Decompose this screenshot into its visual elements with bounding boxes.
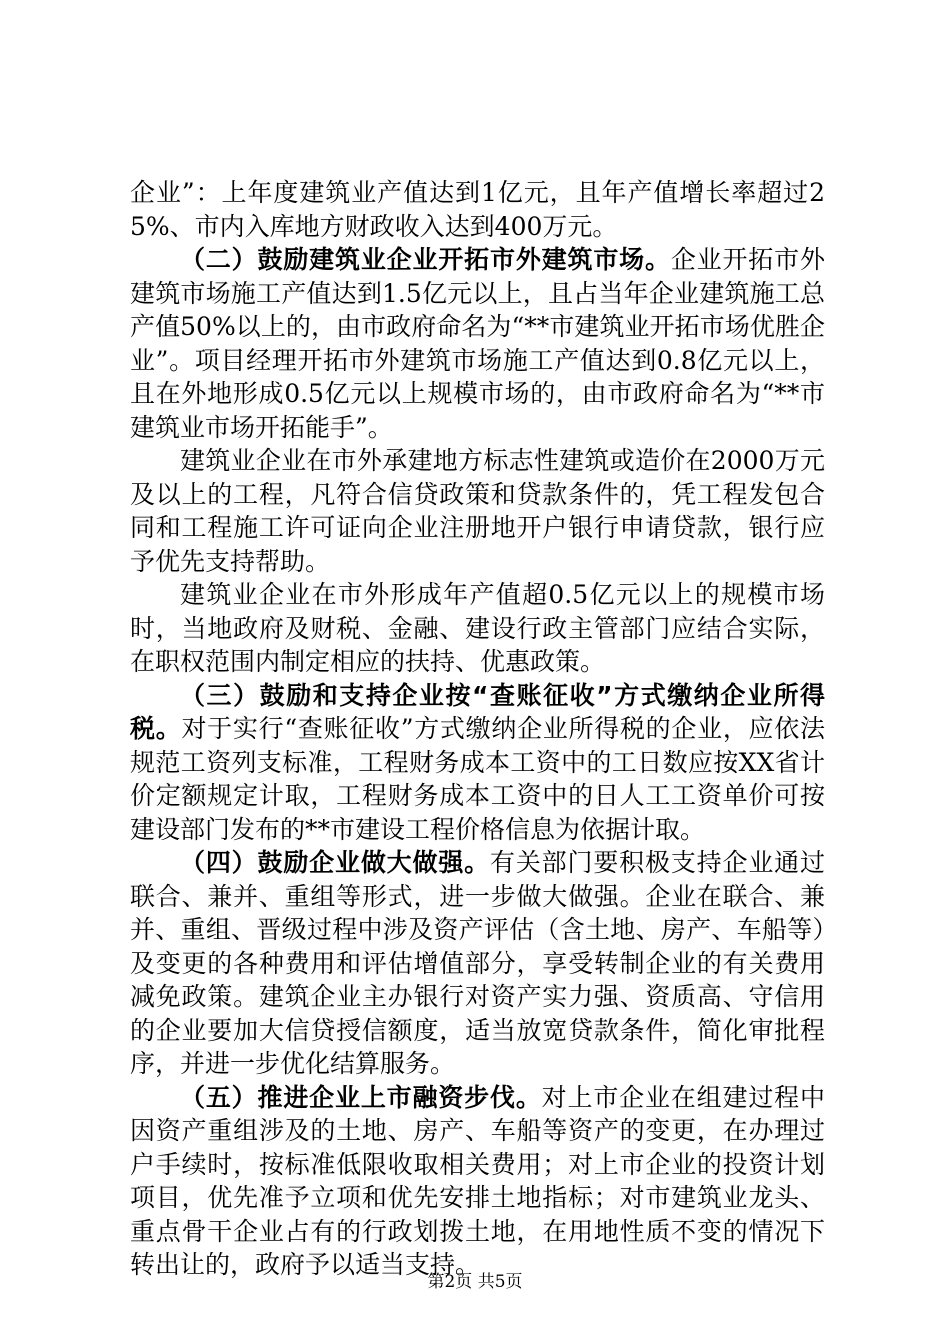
paragraph-text: 建筑业企业在市外形成年产值超0.5亿元以上的规模市场时，当地政府及财税、金融、建设行政主管部门应结合实际，在职权范围内制定相应的扶持、优惠政策。 (130, 580, 825, 676)
paragraph-text: 企业”：上年度建筑业产值达到1亿元，且年产值增长率超过25%、市内入库地方财政收入达到400万元。 (130, 178, 825, 241)
paragraph-text: 对于实行“查账征收”方式缴纳企业所得税的企业，应依法规范工资列支标准，工程财务成本工资中的工日数应按XX省计价定额规定计取，工程财务成本工资中的日人工工资单价可按建设部门发布的**市建设工程价格信息为依据计取。 (130, 714, 825, 844)
paragraph-section-4 (130, 846, 825, 1081)
paragraph-text: 建筑业企业在市外承建地方标志性建筑或造价在2000万元及以上的工程，凡符合信贷政策和贷款条件的，凭工程发包合同和工程施工许可证向企业注册地开户银行申请贷款，银行应予优先支持帮助。 (130, 446, 825, 576)
paragraph-text: 对上市企业在组建过程中因资产重组涉及的土地、房产、车船等资产的变更，在办理过户手续时，按标准低限收取相关费用；对上市企业的投资计划项目，优先准予立项和优先安排土地指标；对市建筑业龙头、重点骨干企业占有的行政划拨土地，在用地性质不变的情况下转出让的，政府予以适当支持。 (130, 1082, 825, 1279)
paragraph-text: 有关部门要积极支持企业通过联合、兼并、重组等形式，进一步做大做强。企业在联合、兼并、重组、晋级过程中涉及资产评估（含土地、房产、车船等）及变更的各种费用和评估增值部分，享受转制企业的有关费用减免政策。建筑企业主办银行对资产实力强、资质高、守信用的企业要加大信贷授信额度，适当放宽贷款条件，简化审批程序，并进一步优化结算服务。 (130, 848, 825, 1078)
paragraph-local-policy (130, 578, 825, 679)
paragraph-loan-support (130, 444, 825, 578)
paragraph-section-3 (130, 679, 825, 847)
section-heading: （三）鼓励和支持企业按“查账征收”方式缴纳企业所得税。 (130, 680, 825, 743)
document-body (130, 176, 825, 1282)
paragraph-text: 企业开拓市外建筑市场施工产值达到1.5亿元以上，且占当年企业建筑施工总产值50%以上的，由市政府命名为“**市建筑业开拓市场优胜企业”。项目经理开拓市外建筑市场施工产值达到0.8亿元以上，且在外地形成0.5亿元以上规模市场的，由市政府命名为“**市建筑业市场开拓能手”。 (130, 245, 825, 442)
paragraph-continuation (130, 176, 825, 243)
paragraph-section-5 (130, 1081, 825, 1282)
paragraph-section-2 (130, 243, 825, 444)
page-footer: 第2页 共5页 (427, 1272, 523, 1292)
section-heading: （四）鼓励企业做大做强。 (180, 848, 490, 877)
section-heading: （二）鼓励建筑业企业开拓市外建筑市场。 (180, 245, 671, 274)
section-heading: （五）推进企业上市融资步伐。 (180, 1082, 542, 1112)
